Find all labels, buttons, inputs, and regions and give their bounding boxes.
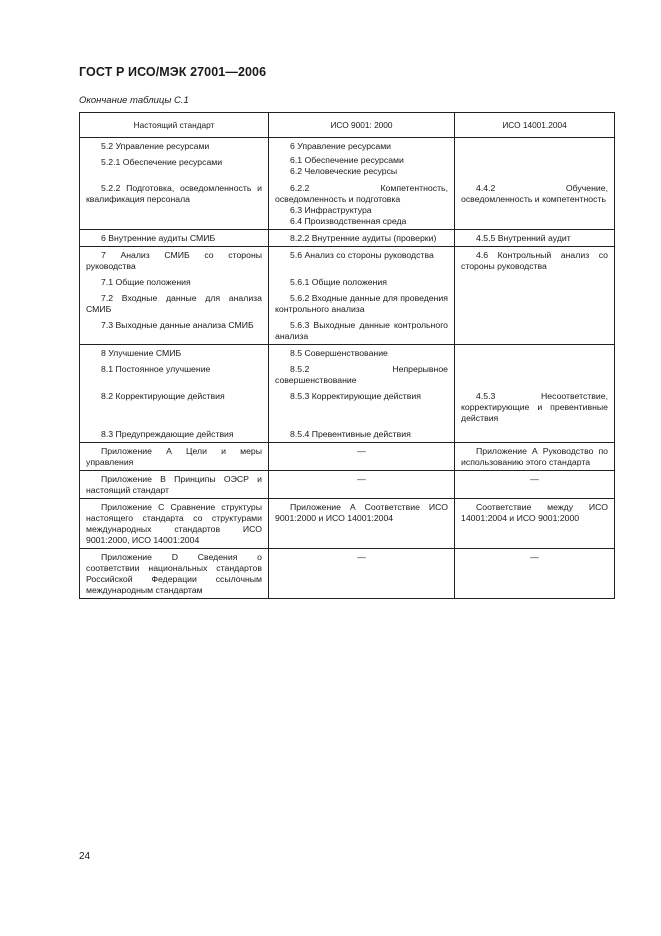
table-cell: — <box>269 443 455 471</box>
table-row <box>80 471 615 499</box>
table-cell: — <box>455 471 615 499</box>
table-cell: 7.1 Общие положения <box>80 274 269 290</box>
table-cell: 4.4.2 Обучение, осведомленность и компетентность <box>455 177 615 230</box>
table-row <box>80 247 615 275</box>
table-cell: Приложение D Сведения о соответствии национальных стандартов Российской Федерации ссылочным международным стандартам <box>80 549 269 599</box>
table-cell <box>455 317 615 345</box>
table-cell: Приложение В Принципы ОЭСР и настоящий стандарт <box>80 471 269 499</box>
table-cell <box>455 361 615 388</box>
table-cell: 8.2.2 Внутренние аудиты (проверки) <box>269 230 455 247</box>
table-cell: 4.5.3 Несоответствие, корректирующие и превентивные действия <box>455 388 615 426</box>
table-cell: — <box>455 549 615 599</box>
table-cell: 8.2 Корректирующие действия <box>80 388 269 426</box>
table-cell: Приложение А Цели и меры управления <box>80 443 269 471</box>
table-cell: Приложение А Руководство по использованию этого стандарта <box>455 443 615 471</box>
table-caption: Окончание таблицы С.1 <box>79 95 189 106</box>
table-cell: 8.1 Постоянное улучшение <box>80 361 269 388</box>
page-number: 24 <box>79 851 91 862</box>
table-cell: 8.5.3 Корректирующие действия <box>269 388 455 426</box>
table-cell: 4.6 Контрольный анализ со стороны руководства <box>455 247 615 275</box>
table-row <box>80 499 615 549</box>
column-header: ИСО 9001: 2000 <box>269 113 455 138</box>
column-header: Настоящий стандарт <box>80 113 269 138</box>
correspondence-table <box>79 112 615 599</box>
table-row <box>80 443 615 471</box>
table-cell: Приложение А Соответствие ИСО 9001:2000 и ИСО 14001:2004 <box>269 499 455 549</box>
table-cell: 8.5.4 Превентивные действия <box>269 426 455 443</box>
table-cell: 7.2 Входные данные для анализа СМИБ <box>80 290 269 317</box>
table-cell <box>455 274 615 290</box>
document-header: ГОСТ Р ИСО/МЭК 27001—2006 <box>79 65 267 79</box>
table-row <box>80 274 615 290</box>
table-row <box>80 345 615 362</box>
table-cell: 8.5 Совершенствование <box>269 345 455 362</box>
table-row <box>80 138 615 155</box>
table-cell <box>455 426 615 443</box>
cell-line: 6.1 Обеспечение ресурсами <box>290 155 404 165</box>
table-cell: 5.6.3 Выходные данные контрольного анализа <box>269 317 455 345</box>
table-cell: — <box>269 471 455 499</box>
table-cell <box>455 290 615 317</box>
cell-line: 6.2.2 Компетентность, осведомленность и подготовка <box>275 183 448 204</box>
table-cell <box>269 154 455 177</box>
table-cell: 8 Улучшение СМИБ <box>80 345 269 362</box>
table-row <box>80 361 615 388</box>
table-row <box>80 177 615 230</box>
table-cell <box>455 154 615 177</box>
table-cell: — <box>269 549 455 599</box>
cell-line: 6.3 Инфраструктура <box>290 205 372 215</box>
table-cell: 7 Анализ СМИБ со стороны руководства <box>80 247 269 275</box>
table-row <box>80 154 615 177</box>
column-header: ИСО 14001.2004 <box>455 113 615 138</box>
table-cell: 5.6.1 Общие положения <box>269 274 455 290</box>
table-cell <box>269 177 455 230</box>
table-row <box>80 317 615 345</box>
table-cell: 6 Управление ресурсами <box>269 138 455 155</box>
table-row <box>80 426 615 443</box>
table-row <box>80 388 615 426</box>
table-cell: 4.5.5 Внутренний аудит <box>455 230 615 247</box>
table-cell: 7.3 Выходные данные анализа СМИБ <box>80 317 269 345</box>
table-cell <box>455 138 615 155</box>
table-cell: 5.2.2 Подготовка, осведомленность и квалификация персонала <box>80 177 269 230</box>
table-cell: 5.6 Анализ со стороны руководства <box>269 247 455 275</box>
table-cell: 8.5.2 Непрерывное совершенствование <box>269 361 455 388</box>
table-cell: 8.3 Предупреждающие действия <box>80 426 269 443</box>
cell-line: 6.4 Производственная среда <box>290 216 407 226</box>
table-header-row <box>80 113 615 138</box>
table-cell: 5.2 Управление ресурсами <box>80 138 269 155</box>
table-cell: 5.6.2 Входные данные для проведения контрольного анализа <box>269 290 455 317</box>
table-row <box>80 230 615 247</box>
table-cell: Приложение С Сравнение структуры настоящего стандарта со структурами международных стандартов ИСО 9001:2000, ИСО 14001:2004 <box>80 499 269 549</box>
table-cell: 6 Внутренние аудиты СМИБ <box>80 230 269 247</box>
table-cell: 5.2.1 Обеспечение ресурсами <box>80 154 269 177</box>
table-row <box>80 549 615 599</box>
table-row <box>80 290 615 317</box>
cell-line: 6.2 Человеческие ресурсы <box>290 166 398 176</box>
table-cell <box>455 345 615 362</box>
table-cell: Соответствие между ИСО 14001:2004 и ИСО 9001:2000 <box>455 499 615 549</box>
